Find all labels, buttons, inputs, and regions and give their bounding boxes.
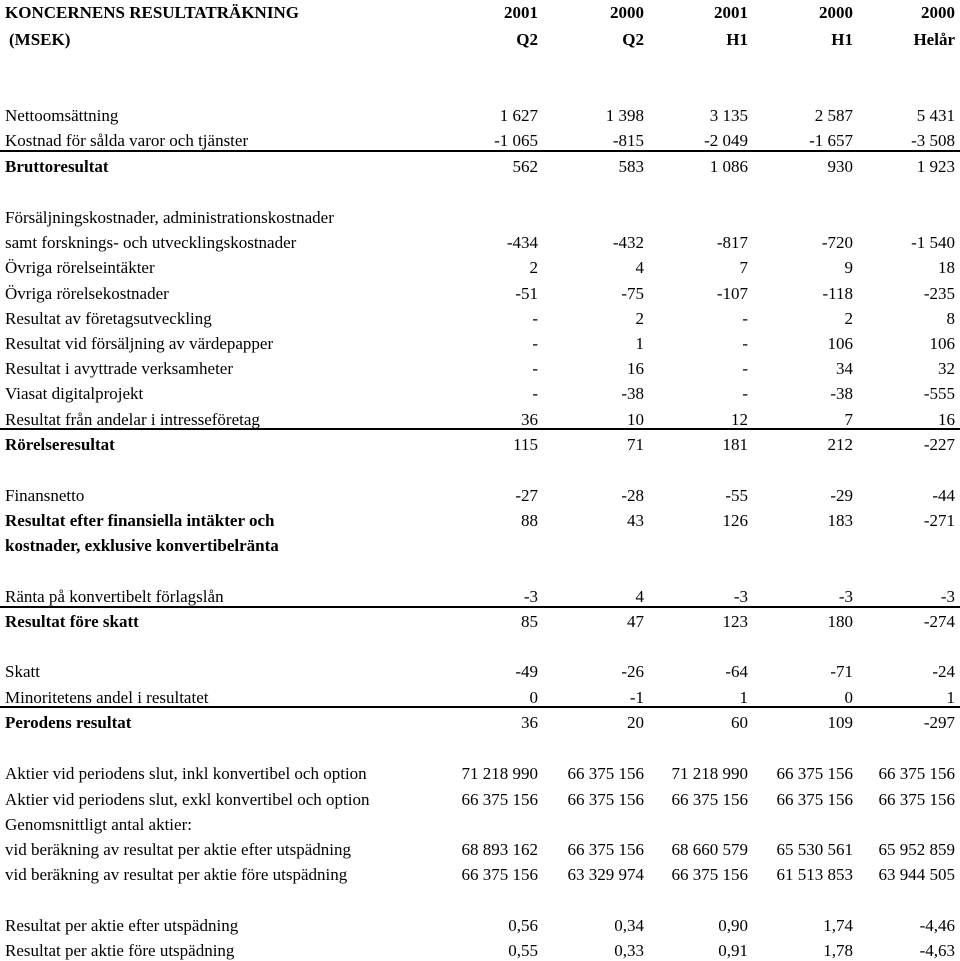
row-value: -: [532, 359, 538, 378]
row-value: -4,46: [919, 916, 955, 935]
row-value: -: [532, 334, 538, 353]
row-label: Resultat efter finansiella intäkter och: [5, 511, 275, 530]
row-label: Viasat digitalprojekt: [5, 384, 144, 403]
row-value: 1: [635, 334, 644, 353]
row-label: samt forsknings- och utvecklingskostnader: [5, 233, 297, 252]
row-value: 1 398: [605, 106, 644, 125]
row-value: 106: [827, 334, 853, 353]
row-value: -38: [621, 384, 644, 403]
row-value: 16: [938, 410, 955, 429]
row-value: 1 923: [916, 157, 955, 176]
row-value: 109: [827, 713, 853, 732]
row-value: 10: [627, 410, 644, 429]
row-value: 1,78: [823, 941, 853, 960]
row-label: Rörelseresultat: [5, 435, 115, 454]
row-value: 0,55: [508, 941, 538, 960]
column-header-year: 2000: [819, 3, 853, 22]
row-value: -3: [733, 587, 748, 606]
row-value: 66 375 156: [776, 790, 853, 809]
row-label: Resultat före skatt: [5, 612, 139, 631]
row-value: -817: [716, 233, 748, 252]
row-value: 3 135: [709, 106, 748, 125]
row-label: Resultat i avyttrade verksamheter: [5, 359, 233, 378]
row-value: -2 049: [704, 131, 748, 150]
row-label: Minoritetens andel i resultatet: [5, 688, 209, 707]
row-value: 0: [844, 688, 853, 707]
row-value: 2: [529, 258, 538, 277]
row-value: 34: [836, 359, 853, 378]
row-value: 16: [627, 359, 644, 378]
row-value: 12: [731, 410, 748, 429]
row-label: vid beräkning av resultat per aktie före utspädning: [5, 865, 348, 884]
row-value: 36: [521, 410, 538, 429]
row-value: 66 375 156: [461, 790, 538, 809]
row-value: -434: [506, 233, 538, 252]
row-value: 0,90: [718, 916, 748, 935]
row-value: -38: [830, 384, 853, 403]
row-value: 18: [938, 258, 955, 277]
row-value: -24: [932, 662, 955, 681]
column-header-period: H1: [831, 30, 853, 49]
row-value: 0,33: [614, 941, 644, 960]
row-value: 63 944 505: [878, 865, 955, 884]
row-value: 66 375 156: [878, 790, 955, 809]
row-value: -274: [923, 612, 955, 631]
row-value: -432: [612, 233, 644, 252]
row-value: -1 540: [911, 233, 955, 252]
row-label: Kostnad för sålda varor och tjänster: [5, 131, 249, 150]
row-value: 66 375 156: [567, 790, 644, 809]
row-value: 2: [844, 309, 853, 328]
row-value: 0: [529, 688, 538, 707]
row-value: -118: [822, 284, 853, 303]
row-value: 65 952 859: [878, 840, 955, 859]
row-value: -51: [515, 284, 538, 303]
row-value: -71: [830, 662, 853, 681]
column-header-year: 2001: [504, 3, 538, 22]
row-value: -4,63: [919, 941, 955, 960]
row-value: 2 587: [814, 106, 853, 125]
column-header-period: H1: [726, 30, 748, 49]
row-value: 66 375 156: [567, 840, 644, 859]
row-value: 68 660 579: [671, 840, 748, 859]
row-label: Ränta på konvertibelt förlagslån: [5, 587, 224, 606]
row-label: Övriga rörelsekostnader: [5, 284, 169, 303]
row-value: 85: [521, 612, 538, 631]
row-value: 4: [635, 258, 644, 277]
row-value: -64: [725, 662, 748, 681]
column-header-year: 2000: [610, 3, 644, 22]
row-value: -815: [612, 131, 644, 150]
row-value: 126: [722, 511, 748, 530]
row-value: 562: [512, 157, 538, 176]
row-value: -297: [923, 713, 955, 732]
row-label: Genomsnittligt antal aktier:: [5, 815, 192, 834]
row-value: 63 329 974: [567, 865, 644, 884]
row-value: 106: [929, 334, 955, 353]
row-label: Skatt: [5, 662, 40, 681]
table-subtitle-unit: (MSEK): [9, 30, 71, 49]
row-value: 1,74: [823, 916, 853, 935]
row-value: 60: [731, 713, 748, 732]
row-value: 65 530 561: [776, 840, 853, 859]
row-value: 7: [844, 410, 853, 429]
row-value: 0,91: [718, 941, 748, 960]
row-label: Aktier vid periodens slut, exkl konvertibel och option: [5, 790, 370, 809]
row-value: -: [532, 309, 538, 328]
row-label: Övriga rörelseintäkter: [5, 258, 155, 277]
row-label: vid beräkning av resultat per aktie efter utspädning: [5, 840, 352, 859]
row-value: 66 375 156: [671, 790, 748, 809]
column-header-year: 2000: [921, 3, 955, 22]
column-header-year: 2001: [714, 3, 748, 22]
row-value: -1 065: [494, 131, 538, 150]
row-value: 930: [827, 157, 853, 176]
row-value: 123: [722, 612, 748, 631]
row-value: -227: [923, 435, 955, 454]
row-value: 8: [946, 309, 955, 328]
row-value: -55: [725, 486, 748, 505]
column-header-period: Q2: [516, 30, 538, 49]
row-value: 212: [827, 435, 853, 454]
row-value: -: [742, 309, 748, 328]
row-value: -: [532, 384, 538, 403]
row-value: -3: [940, 587, 955, 606]
row-value: 2: [635, 309, 644, 328]
row-value: -28: [621, 486, 644, 505]
table-title: KONCERNENS RESULTATRÄKNING: [5, 3, 299, 22]
column-header-period: Helår: [913, 30, 955, 49]
row-value: 7: [739, 258, 748, 277]
row-value: -: [742, 359, 748, 378]
column-header-period: Q2: [622, 30, 644, 49]
row-label: Resultat vid försäljning av värdepapper: [5, 334, 274, 353]
row-value: 1 086: [709, 157, 748, 176]
row-value: -26: [621, 662, 644, 681]
row-value: 66 375 156: [671, 865, 748, 884]
row-value: -3: [523, 587, 538, 606]
row-value: 88: [521, 511, 538, 530]
row-label: Resultat av företagsutveckling: [5, 309, 212, 328]
row-label: Resultat från andelar i intresseföretag: [5, 410, 260, 429]
row-value: 4: [635, 587, 644, 606]
row-value: 66 375 156: [776, 764, 853, 783]
row-value: 71 218 990: [461, 764, 538, 783]
row-value: 71 218 990: [671, 764, 748, 783]
row-value: 583: [618, 157, 644, 176]
row-label: kostnader, exklusive konvertibelränta: [5, 536, 279, 555]
row-value: -44: [932, 486, 955, 505]
row-label: Försäljningskostnader, administrationskostnader: [5, 208, 334, 227]
row-value: -: [742, 384, 748, 403]
row-label: Nettoomsättning: [5, 106, 119, 125]
row-value: 0,34: [614, 916, 644, 935]
row-value: 20: [627, 713, 644, 732]
row-value: 43: [627, 511, 644, 530]
row-value: -555: [923, 384, 955, 403]
row-value: 183: [827, 511, 853, 530]
row-value: -1 657: [809, 131, 853, 150]
row-value: 66 375 156: [878, 764, 955, 783]
row-value: 1: [739, 688, 748, 707]
row-value: 5 431: [916, 106, 955, 125]
row-value: -271: [923, 511, 955, 530]
row-value: 32: [938, 359, 955, 378]
row-value: 1 627: [499, 106, 538, 125]
row-value: -49: [515, 662, 538, 681]
row-value: -: [742, 334, 748, 353]
row-value: -75: [621, 284, 644, 303]
row-value: 9: [844, 258, 853, 277]
row-value: 68 893 162: [461, 840, 538, 859]
row-value: 66 375 156: [567, 764, 644, 783]
row-value: 180: [827, 612, 853, 631]
row-label: Resultat per aktie före utspädning: [5, 941, 235, 960]
row-value: 66 375 156: [461, 865, 538, 884]
row-value: 0,56: [508, 916, 538, 935]
row-value: 47: [627, 612, 644, 631]
row-label: Finansnetto: [5, 486, 85, 505]
row-label: Bruttoresultat: [5, 157, 109, 176]
row-value: -107: [716, 284, 748, 303]
row-value: 181: [722, 435, 748, 454]
row-value: 115: [513, 435, 538, 454]
row-value: -720: [821, 233, 853, 252]
row-value: 61 513 853: [776, 865, 853, 884]
row-value: -3: [838, 587, 853, 606]
row-label: Resultat per aktie efter utspädning: [5, 916, 239, 935]
row-value: -235: [923, 284, 955, 303]
row-value: -3 508: [911, 131, 955, 150]
row-value: -29: [830, 486, 853, 505]
row-label: Aktier vid periodens slut, inkl konvertibel och option: [5, 764, 367, 783]
row-value: 36: [521, 713, 538, 732]
row-value: -27: [515, 486, 538, 505]
row-value: -1: [629, 688, 644, 707]
row-label: Perodens resultat: [5, 713, 132, 732]
row-value: 71: [627, 435, 644, 454]
row-value: 1: [946, 688, 955, 707]
